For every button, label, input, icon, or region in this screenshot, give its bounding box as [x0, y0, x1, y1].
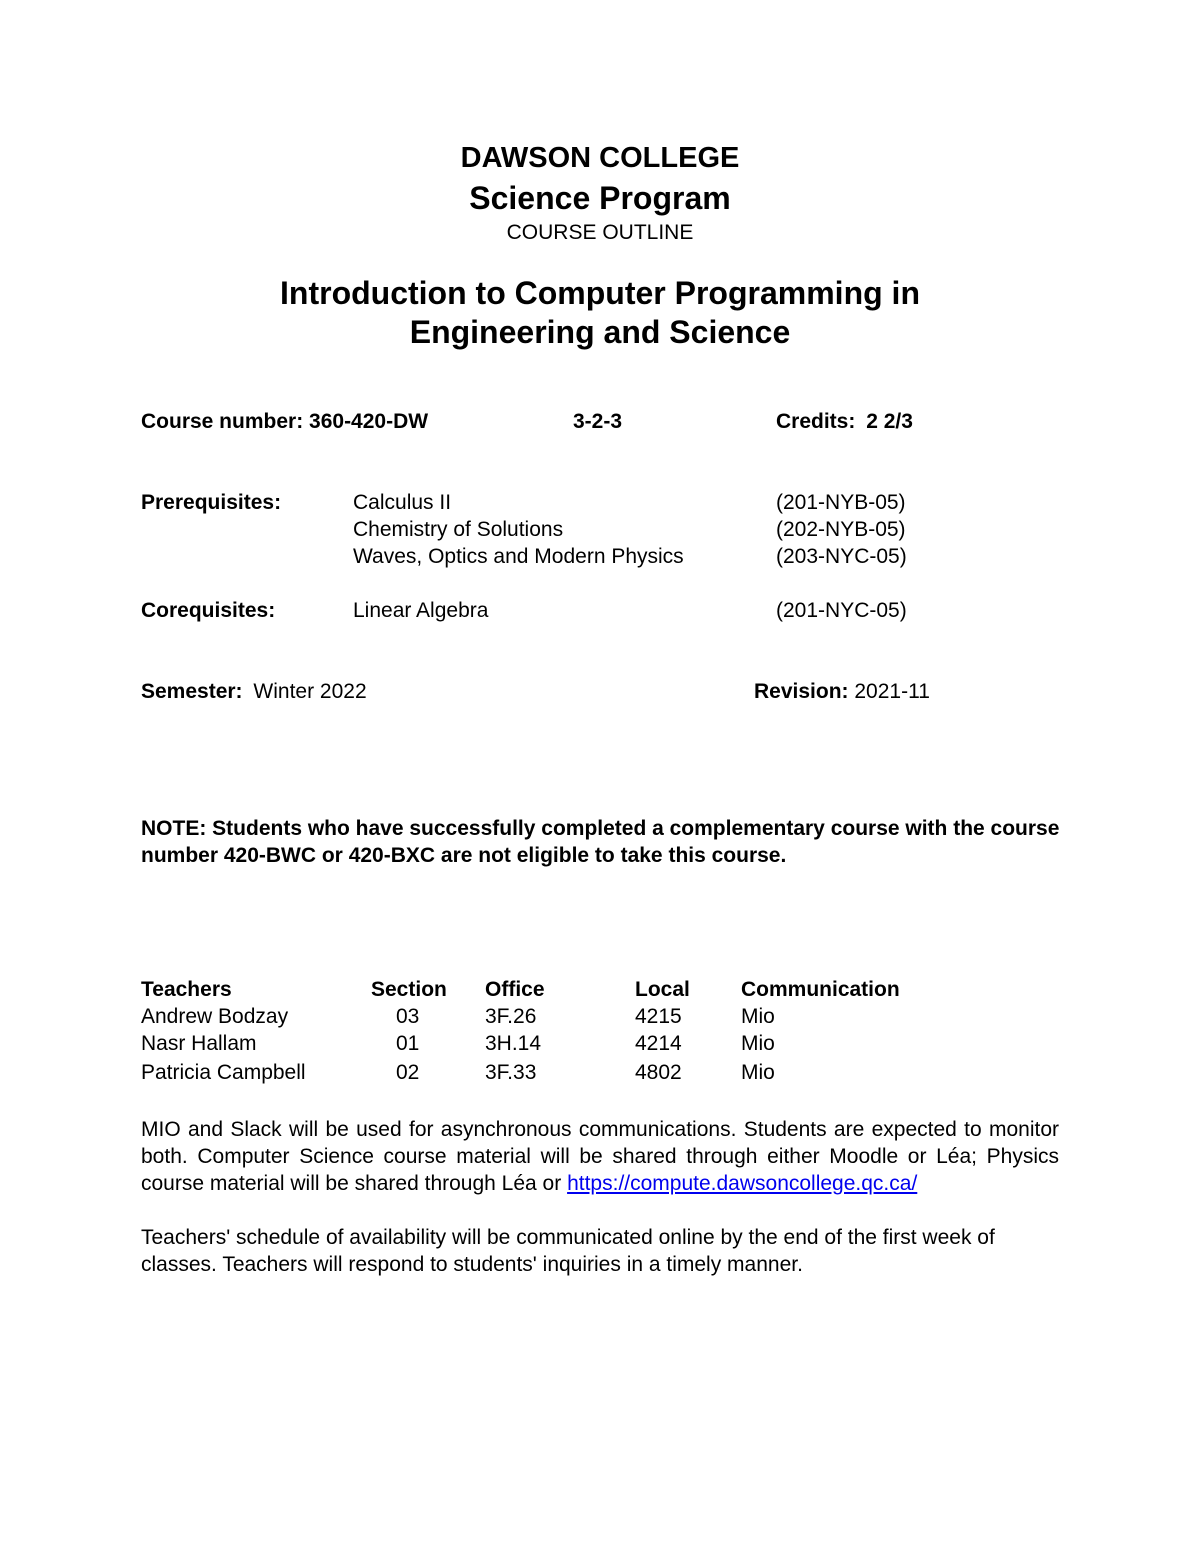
corequisites-label: Corequisites: — [141, 599, 276, 622]
teacher-communication: Mio — [741, 1032, 775, 1055]
communication-text: MIO and Slack will be used for asynchronous communications. Students are expected to monitor both. Computer Science course material will be shared through either Moodle or Léa; Physics course material will be shared through Léa or — [141, 1118, 1059, 1195]
course-credits — [776, 409, 913, 435]
semester-label: Semester: — [141, 680, 243, 703]
teacher-name: Patricia Campbell — [141, 1061, 306, 1084]
prerequisite-name: Waves, Optics and Modern Physics — [353, 545, 684, 568]
teacher-office: 3H.14 — [485, 1032, 542, 1055]
program-name: Science Program — [469, 180, 731, 216]
table-header-local: Local — [635, 978, 690, 1001]
corequisite-name: Linear Algebra — [353, 599, 489, 622]
teacher-name: Nasr Hallam — [141, 1032, 257, 1055]
eligibility-note: NOTE: Students who have successfully completed a complementary course with the course number 420-BWC or 420-BXC are not eligible to take this course. — [141, 817, 1060, 867]
corequisite-code: (201-NYC-05) — [776, 599, 907, 622]
teacher-communication: Mio — [741, 1005, 775, 1028]
compute-website-link[interactable]: https://compute.dawsoncollege.qc.ca/ — [567, 1172, 918, 1195]
teacher-office: 3F.33 — [485, 1061, 537, 1084]
prerequisite-code: (201-NYB-05) — [776, 491, 906, 514]
credits-value: 2 2/3 — [866, 410, 913, 433]
teacher-name: Andrew Bodzay — [141, 1005, 289, 1028]
teacher-section: 01 — [396, 1032, 420, 1055]
credits-label: Credits: — [776, 410, 856, 433]
course-number-value: 360-420-DW — [309, 410, 429, 433]
prerequisite-name: Calculus II — [353, 491, 452, 514]
course-ponderation: 3-2-3 — [573, 410, 623, 433]
teacher-section: 03 — [396, 1005, 420, 1028]
prerequisite-name: Chemistry of Solutions — [353, 518, 564, 541]
prerequisites-label: Prerequisites: — [141, 491, 282, 514]
course-number — [141, 409, 428, 435]
table-header-teachers: Teachers — [141, 978, 232, 1001]
teacher-local: 4214 — [635, 1032, 682, 1055]
teacher-office: 3F.26 — [485, 1005, 537, 1028]
prerequisite-code: (202-NYB-05) — [776, 518, 906, 541]
availability-paragraph: Teachers' schedule of availability will be communicated online by the end of the first week of classes. Teachers will respond to students' inquiries in a timely manner. — [141, 1226, 995, 1276]
semester-value: Winter 2022 — [253, 680, 367, 703]
teacher-local: 4802 — [635, 1061, 682, 1084]
course-title-line-1: Introduction to Computer Programming in — [280, 275, 920, 311]
college-name: DAWSON COLLEGE — [460, 142, 740, 174]
table-header-communication: Communication — [741, 978, 900, 1001]
teacher-section: 02 — [396, 1061, 420, 1084]
semester — [141, 679, 367, 705]
document-type: COURSE OUTLINE — [506, 221, 694, 244]
course-title-line-2: Engineering and Science — [409, 314, 791, 350]
revision-label: Revision: — [754, 680, 849, 703]
teacher-local: 4215 — [635, 1005, 682, 1028]
revision-value: 2021-11 — [854, 680, 930, 703]
revision — [754, 679, 930, 705]
prerequisite-code: (203-NYC-05) — [776, 545, 907, 568]
table-header-office: Office — [485, 978, 545, 1001]
communication-paragraph — [141, 1116, 1059, 1197]
teacher-communication: Mio — [741, 1061, 775, 1084]
table-header-section: Section — [371, 978, 447, 1001]
course-number-label: Course number: — [141, 410, 304, 433]
